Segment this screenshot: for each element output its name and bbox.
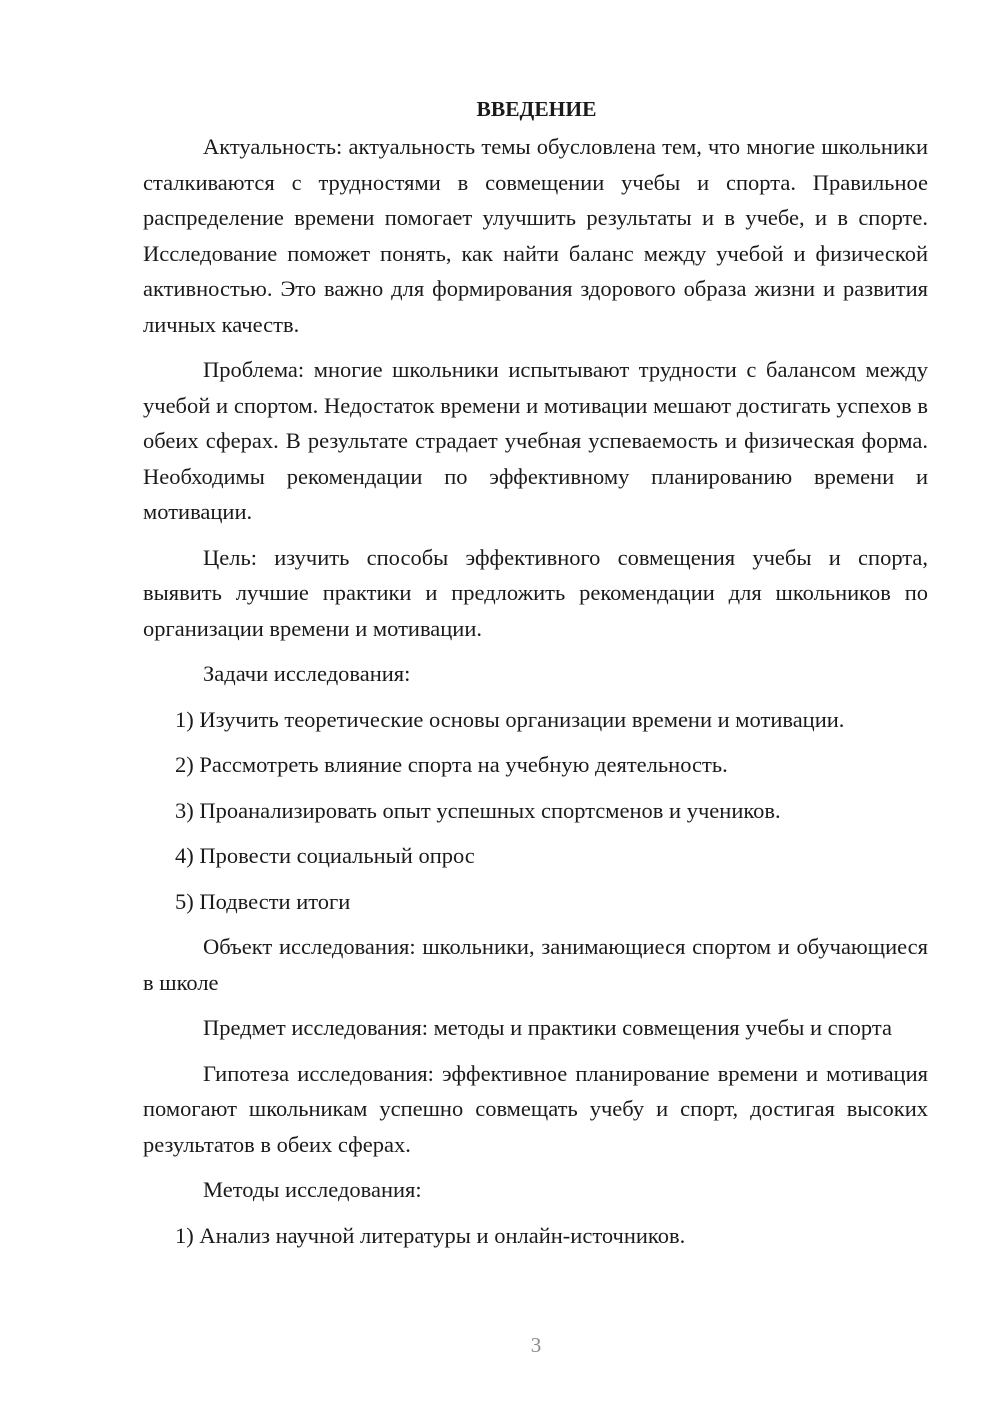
- subject-paragraph: Предмет исследования: методы и практики совмещения учебы и спорта: [203, 1015, 892, 1040]
- tasks-label: Задачи исследования:: [203, 661, 411, 686]
- page-content: [143, 92, 928, 1263]
- goal-paragraph: Цель: изучить способы эффективного совмещения учебы и спорта, выявить лучшие практики и предложить рекомендации для школьников по организации времени и мотивации.: [143, 544, 928, 641]
- page-title: ВВЕДЕНИЕ: [476, 97, 597, 121]
- list-item: 2) Рассмотреть влияние спорта на учебную деятельность.: [175, 752, 728, 777]
- methods-list: [143, 1218, 928, 1254]
- list-item: 1) Изучить теоретические основы организации времени и мотивации.: [175, 706, 845, 732]
- object-paragraph: Объект исследования: школьники, занимающиеся спортом и обучающиеся в школе: [143, 934, 928, 995]
- methods-label: Методы исследования:: [203, 1177, 422, 1202]
- list-item: 5) Подвести итоги: [175, 888, 351, 914]
- problem-paragraph: Проблема: многие школьники испытывают трудности с балансом между учебой и спортом. Недостаток времени и мотивации мешают достигать успехов в обеих сферах. В результате страдает учебная успеваемость и физическая форма. Необходимы рекомендации по эффективному планированию времени и мотивации.: [143, 357, 928, 524]
- hypothesis-paragraph: Гипотеза исследования: эффективное планирование времени и мотивация помогают школьникам успешно совмещать учебу и спорт, достигая высоких результатов в обеих сферах.: [143, 1060, 928, 1157]
- list-item: 1) Анализ научной литературы и онлайн-источников.: [175, 1222, 686, 1248]
- page-number: 3: [530, 1333, 542, 1357]
- list-item: 4) Провести социальный опрос: [175, 843, 475, 868]
- tasks-list: [143, 702, 928, 920]
- relevance-paragraph: Актуальность: актуальность темы обусловлена тем, что многие школьники сталкиваются с трудностями в совмещении учебы и спорта. Правильное распределение времени помогает улучшить результаты и в учебе, и в спорте. Исследование поможет понять, как найти баланс между учебой и физической активностью. Это важно для формирования здорового образа жизни и развития личных качеств.: [143, 134, 928, 337]
- list-item: 3) Проанализировать опыт успешных спортсменов и учеников.: [175, 797, 781, 823]
